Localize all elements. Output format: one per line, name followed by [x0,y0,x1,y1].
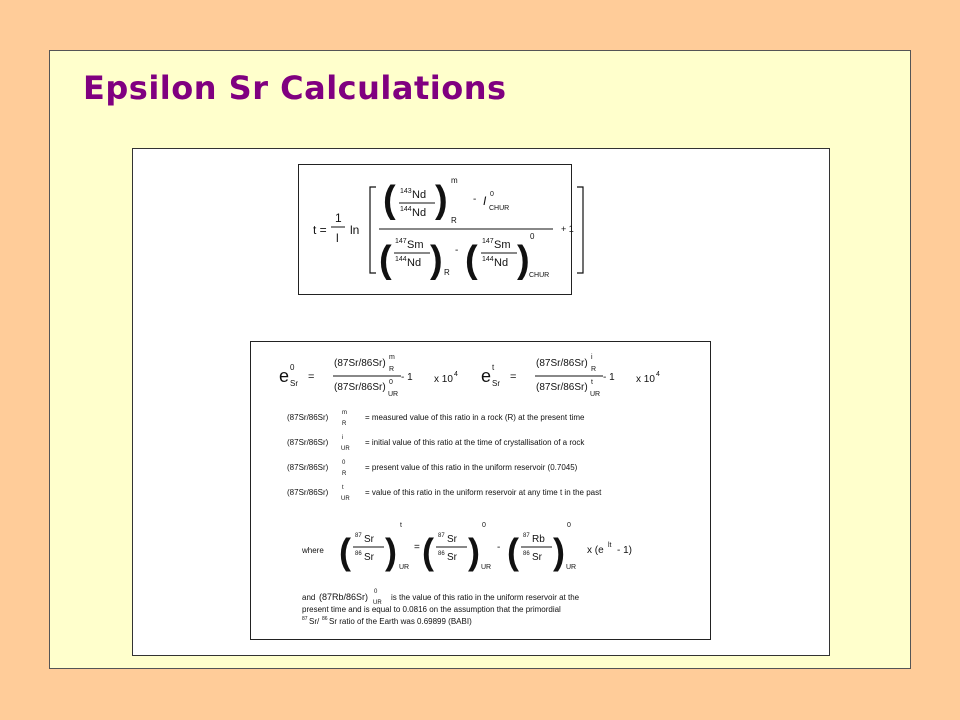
and-label: and [302,593,316,602]
sub-ur: UR [388,391,399,398]
sm-label: Sm [494,239,511,251]
times-ten: x 10 [434,374,453,385]
mass-86: 86 [355,551,362,557]
sr-label: Sr [364,534,374,545]
minus-one-close: - 1) [617,545,632,556]
mass-87: 87 [355,533,362,539]
sup-0: 0 [374,589,378,595]
slide [49,50,911,669]
definition-text: = initial value of this ratio at the time of crystallisation of a rock [365,438,585,447]
sub-ur: UR [481,564,492,571]
times-ten: x 10 [636,374,655,385]
sr-label: Sr [447,552,457,563]
mass-86: 86 [523,551,530,557]
mass-144: 144 [400,206,412,213]
epsilon-symbol: e [279,366,290,386]
minus-one: - 1 [603,372,615,383]
exp-4: 4 [656,371,660,378]
exp-lambda-t: lt [608,542,612,549]
sub-ur: UR [341,446,350,452]
sup-0: 0 [389,379,393,386]
t-equals: t = [313,223,327,237]
sup-0: 0 [482,522,486,529]
sr-label: Sr [364,552,374,563]
sub-chur: CHUR [489,205,510,212]
definition-text: = measured value of this ratio in a rock (R) at the present time [365,413,585,422]
sup-0: 0 [490,191,494,198]
ln-label: ln [350,223,360,237]
sup-i: i [591,354,593,361]
sr-ratio: (87Sr/86Sr) [334,382,386,393]
sub-ur: UR [373,600,382,606]
nd-label: Nd [412,207,427,219]
sr-ratio: (87Sr/86Sr) [287,438,329,447]
footer-line-2: present time and is equal to 0.0816 on the assumption that the primordial [302,605,561,614]
mass-143: 143 [400,188,412,195]
definition-text: = present value of this ratio in the uniform reservoir (0.7045) [365,463,578,472]
paren-open: ( [379,239,392,281]
sub-sr: Sr [290,379,298,388]
nd-label: Nd [407,257,422,269]
paren-open: ( [507,531,519,572]
nd-age-equation [299,165,574,294]
right-square-bracket [577,187,583,273]
paren-close: ) [553,531,565,572]
mass-144: 144 [395,256,407,263]
minus-sign: - [497,542,501,553]
definition-row [287,435,585,452]
sub-r: R [451,216,457,225]
paren-open: ( [422,531,434,572]
sub-ur: UR [341,496,350,502]
sr-ratio: (87Sr/86Sr) [334,358,386,369]
paren-close: ) [435,179,448,221]
sup-m: m [451,176,458,185]
epsilon-sr-equations [251,342,710,639]
sup-0: 0 [342,460,346,466]
rb-label: Rb [532,534,545,545]
sr-ratio: (87Sr/86Sr) [536,358,588,369]
where-label: where [302,546,324,555]
exp-4: 4 [454,371,458,378]
sr-label: Sr [532,552,542,563]
sub-ur: UR [590,391,601,398]
nd-label: Nd [494,257,509,269]
paren-close: ) [517,239,530,281]
paren-open: ( [383,179,396,221]
nd-age-equation-box [298,164,572,295]
paren-close: ) [385,531,397,572]
mass-87: 87 [523,533,530,539]
sup-0: 0 [530,232,535,241]
definition-text: = value of this ratio in the uniform reservoir at any time t in the past [365,488,602,497]
mass-147: 147 [482,238,494,245]
sr-ratio: (87Sr/86Sr) [287,488,329,497]
sub-ur: UR [399,564,410,571]
i-symbol: I [483,194,487,208]
sm-label: Sm [407,239,424,251]
sup-m: m [389,354,395,361]
sup-0: 0 [567,522,571,529]
lambda-symbol: l [336,231,339,245]
minus-sign: - [473,194,477,205]
paren-open: ( [465,239,478,281]
sr-label: Sr [447,534,457,545]
sub-r: R [342,421,347,427]
equation-figure [132,148,830,656]
epsilon-sr-box [250,341,711,640]
minus-sign: - [455,245,459,256]
sub-r: R [591,366,597,373]
sup-t: t [591,379,593,386]
mass-144: 144 [482,256,494,263]
sub-sr: Sr [492,379,500,388]
paren-open: ( [339,531,351,572]
mass-86: 86 [322,616,328,622]
sup-t: t [342,485,344,491]
times-exp: x (e [587,545,604,556]
sub-ur: UR [566,564,577,571]
paren-close: ) [468,531,480,572]
definition-row [287,485,602,502]
mass-147: 147 [395,238,407,245]
sub-r: R [389,366,395,373]
sup-m: m [342,410,347,416]
equals-sign: = [510,371,517,383]
sub-r: R [444,268,450,277]
minus-one: - 1 [401,372,413,383]
paren-close: ) [430,239,443,281]
plus-one: + 1 [561,224,574,234]
sr-ratio: (87Sr/86Sr) [287,413,329,422]
sr-ratio: (87Sr/86Sr) [536,382,588,393]
sr-ratio: (87Sr/86Sr) [287,463,329,472]
slide-title: Epsilon Sr Calculations [83,69,507,107]
sup-t: t [400,522,402,529]
equals-sign: = [414,542,420,553]
definition-row [287,460,578,477]
rb-sr-ratio: (87Rb/86Sr) [319,592,369,602]
mass-87: 87 [438,533,445,539]
mass-87: 87 [302,616,308,622]
equals-sign: = [308,371,315,383]
sub-chur: CHUR [529,272,550,279]
left-square-bracket [370,187,376,273]
sub-r: R [342,471,347,477]
nd-label: Nd [412,189,427,201]
sup-t: t [492,363,495,372]
sup-0: 0 [290,363,295,372]
definition-row [287,410,585,427]
footer-line-3: Sr ratio of the Earth was 0.69899 (BABI) [329,617,472,626]
footer-line-1: is the value of this ratio in the uniform reservoir at the [391,593,580,602]
sup-i: i [342,435,344,441]
footer-sr-slash: Sr/ [309,617,320,626]
fraction-one: 1 [335,211,342,225]
epsilon-symbol: e [481,366,492,386]
mass-86: 86 [438,551,445,557]
